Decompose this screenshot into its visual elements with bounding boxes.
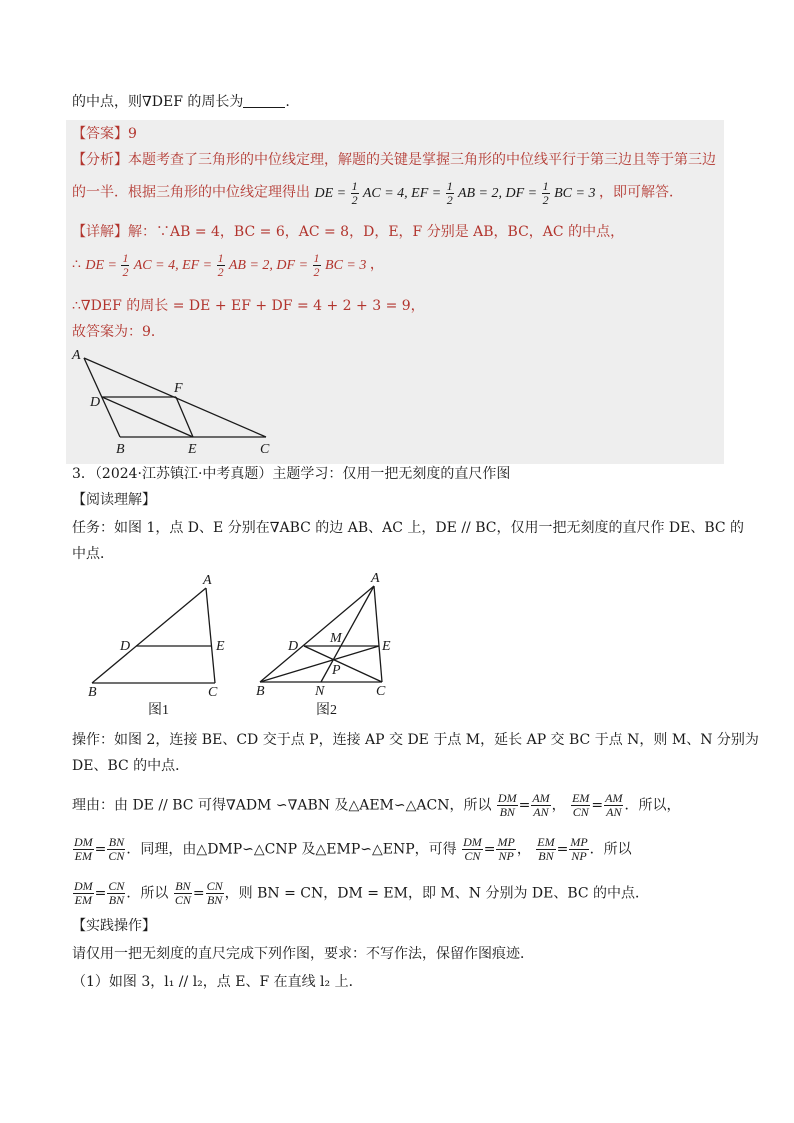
- frac-den: BN: [206, 893, 223, 907]
- reason-text-2: ．同理，由△DMP∽△CNP 及△EMP∽△ENP，可得: [126, 841, 457, 858]
- fraction-am-an: [531, 792, 550, 819]
- reason-line-1: 理由：由 DE // BC 可得∇ADM ∽∇ABN 及△AEM∽△ACN，所以 $\frac{DM}{BN}$ = $\frac{AM}{AN}$ ， $\frac{EM}{CN}$ = $\frac{AM}{AN}$ ．所以，: [72, 791, 681, 819]
- detail-line-1: [72, 222, 624, 242]
- reason-line-2: $\frac{DM}{EM}$ = $\frac{BN}{CN}$ ．同理，由△DMP∽△CNP 及△EMP∽△ENP，可得 $\frac{DM}{CN}$ = $\frac{MP}{NP}$ ， $\frac{EM}{BN}$ = $\frac{MP}{NP}$ ．所以: [74, 835, 632, 863]
- fig2-side-ac: [374, 586, 382, 682]
- frac-num: AM: [605, 791, 623, 805]
- frac-den: BN: [538, 849, 554, 863]
- frac-num: DM: [497, 791, 517, 805]
- label-b: B: [116, 442, 125, 457]
- therefore-symbol: ∴: [72, 256, 81, 273]
- fig2-label-a: A: [371, 571, 380, 586]
- frac-den: 2: [542, 193, 549, 207]
- analysis-line-1: [72, 150, 716, 170]
- operation-line-2: DE、BC 的中点．: [72, 758, 190, 774]
- fraction-em-bn: [536, 836, 555, 863]
- practice-line-2: （1）如图 3，l₁ // l₂，点 E、F 在直线 l₂ 上．: [72, 974, 363, 990]
- fraction-mp-np: [569, 836, 588, 863]
- frac-den: BN: [108, 893, 125, 907]
- formula-bc: BC = 3: [554, 185, 596, 201]
- frac-den: 2: [217, 265, 224, 279]
- frac-num: DM: [74, 879, 93, 893]
- fig2-segment-be: [260, 646, 379, 682]
- frac-num: 1: [122, 251, 129, 265]
- formula-ac: AC = 4, EF =: [362, 185, 442, 201]
- frac-den: BN: [499, 805, 515, 819]
- frac-num: EM: [572, 791, 590, 805]
- question-3-header: 3．（2024·江苏镇江·中考真题）主题学习：仅用一把无刻度的直尺作图: [72, 466, 511, 482]
- fraction-dm-cn: [462, 836, 483, 863]
- frac-num: DM: [74, 835, 93, 849]
- stem-period: .: [285, 94, 290, 110]
- fraction-half: [217, 252, 225, 279]
- fraction-half: [542, 180, 550, 207]
- detail-label: 【详解】: [72, 224, 128, 240]
- formula-ab: AB = 2, DF =: [457, 185, 538, 201]
- fig1-caption: 图1: [148, 703, 169, 718]
- label-f: F: [174, 381, 183, 396]
- fig1-label-e: E: [216, 639, 225, 654]
- frac-den: CN: [464, 849, 481, 863]
- fraction-cn-bn: [206, 880, 224, 907]
- operation-line-1: 操作：如图 2，连接 BE、CD 交于点 P，连接 AP 交 DE 于点 M，延长 AP 交 BC 于点 N，则 M、N 分别为: [72, 732, 759, 748]
- reason-suffix-1: ．所以，: [624, 797, 681, 814]
- fraction-bn-cn: [174, 880, 192, 907]
- figure-2: [256, 571, 391, 718]
- detail-line-4: 故答案为：9．: [72, 324, 165, 340]
- frac-den: AN: [533, 805, 549, 819]
- frac-den: NP: [571, 849, 587, 863]
- analysis-text-2a: 的一半．根据三角形的中位线定理得出: [72, 184, 310, 201]
- formula-de: DE =: [314, 185, 347, 201]
- detail-line-3: ∴∇DEF 的周长 = DE + EF + DF = 4 + 2 + 3 = 9，: [72, 298, 425, 314]
- fraction-half: [121, 252, 129, 279]
- reason-line-3: $\frac{DM}{EM}$ = $\frac{CN}{BN}$ ．所以 $\frac{BN}{CN}$ = $\frac{CN}{BN}$ ，则 BN = CN，DM = EM，即 M、N 分别为 DE、BC 的中点．: [74, 879, 650, 907]
- answer-label: 【答案】: [72, 126, 128, 142]
- detail-formula: [85, 251, 370, 279]
- frac-den: 2: [122, 265, 129, 279]
- frac-den: NP: [498, 849, 514, 863]
- analysis-line-2: [72, 180, 683, 207]
- frac-den: CN: [572, 805, 589, 819]
- formula-de: DE =: [85, 257, 117, 273]
- answer-value: 9: [128, 126, 137, 142]
- fig1-label-c: C: [208, 685, 218, 700]
- figures-1-2: [82, 568, 412, 720]
- fig1-label-b: B: [88, 685, 97, 700]
- reading-title: 【阅读理解】: [72, 492, 156, 508]
- fig2-label-c: C: [376, 684, 386, 699]
- frac-num: 1: [217, 251, 224, 265]
- formula-ac: AC = 4, EF =: [133, 257, 213, 273]
- frac-num: CN: [108, 879, 125, 893]
- fraction-dm-em: [73, 836, 94, 863]
- frac-num: 1: [313, 251, 320, 265]
- fig2-label-b: B: [256, 684, 265, 699]
- fig2-label-m: M: [330, 631, 342, 646]
- fraction-em-cn: [571, 792, 590, 819]
- fraction-am-an: [604, 792, 623, 819]
- fig1-side-ac: [206, 588, 215, 683]
- frac-num: 1: [446, 179, 453, 193]
- analysis-text-2b: ，即可解答．: [598, 184, 683, 201]
- segment-de: [102, 397, 193, 437]
- fig2-caption: 图2: [316, 703, 337, 718]
- fraction-half: [313, 252, 321, 279]
- detail-text-1: 解：∵AB = 4，BC = 6，AC = 8，D，E，F 分别是 AB，BC，AC 的中点，: [128, 224, 625, 240]
- analysis-text: 本题考查了三角形的中位线定理，解题的关键是掌握三角形的中位线平行于第三边且等于第三边: [128, 152, 716, 168]
- label-d: D: [90, 395, 101, 410]
- frac-num: CN: [206, 879, 223, 893]
- reason-text-1: 理由：由 DE // BC 可得∇ADM ∽∇ABN 及△AEM∽△ACN，所以: [72, 797, 492, 814]
- reason-suffix-3: ，则 BN = CN，DM = EM，即 M、N 分别为 DE、BC 的中点．: [224, 885, 650, 902]
- practice-line-1: 请仅用一把无刻度的直尺完成下列作图，要求：不写作法，保留作图痕迹．: [72, 946, 534, 962]
- frac-den: CN: [174, 893, 191, 907]
- midline-formula: [314, 179, 599, 207]
- fraction-half: [351, 180, 359, 207]
- frac-den: 2: [351, 193, 358, 207]
- fraction-half: [446, 180, 454, 207]
- frac-num: EM: [537, 835, 555, 849]
- frac-den: 2: [446, 193, 453, 207]
- practice-title: 【实践操作】: [72, 918, 156, 934]
- fraction-dm-em: [73, 880, 94, 907]
- frac-den: AN: [606, 805, 622, 819]
- frac-den: CN: [108, 849, 125, 863]
- label-e: E: [188, 442, 197, 457]
- answer-blank: [243, 93, 285, 108]
- fig2-segment-an: [321, 586, 374, 682]
- fraction-mp-np: [496, 836, 515, 863]
- fig2-label-e: E: [382, 639, 391, 654]
- formula-bc: BC = 3: [325, 257, 367, 273]
- frac-num: 1: [351, 179, 358, 193]
- fig2-label-p: P: [332, 663, 341, 678]
- fig2-label-d: D: [288, 639, 299, 654]
- stem-text: 的中点，则∇DEF 的周长为: [72, 94, 244, 110]
- frac-num: 1: [542, 179, 549, 193]
- fraction-bn-cn: [107, 836, 125, 863]
- formula-ab: AB = 2, DF =: [228, 257, 309, 273]
- fraction-cn-bn: [107, 880, 125, 907]
- fraction-dm-bn: [497, 792, 518, 819]
- fig1-label-a: A: [203, 573, 212, 588]
- task-line-1: 任务：如图 1，点 D、E 分别在∇ABC 的边 AB、AC 上，DE // BC，仅用一把无刻度的直尺作 DE、BC 的: [72, 520, 745, 536]
- frac-den: EM: [74, 849, 92, 863]
- prev-question-stem: [72, 92, 290, 112]
- fig1-side-ab: [92, 588, 206, 683]
- label-a: A: [72, 348, 81, 363]
- analysis-label: 【分析】: [72, 152, 128, 168]
- fig1-label-d: D: [120, 639, 131, 654]
- reason-text-3: ．所以: [126, 885, 169, 902]
- frac-den: 2: [313, 265, 320, 279]
- fig2-side-ab: [260, 586, 374, 682]
- frac-num: BN: [108, 835, 125, 849]
- task-line-2: 中点．: [72, 546, 114, 562]
- reason-suffix-2: ．所以: [589, 841, 632, 858]
- frac-num: DM: [463, 835, 482, 849]
- label-c: C: [260, 442, 270, 457]
- detail-line-2: ∴ DE = $\frac{1}{2}$ AC = 4, EF = $\frac{1}{2}$ AB = 2, DF = $\frac{1}{2}$ BC = 3 ，: [72, 251, 384, 279]
- answer-line: [72, 124, 137, 144]
- frac-den: EM: [74, 893, 92, 907]
- frac-num: BN: [175, 879, 191, 893]
- frac-num: MP: [570, 835, 588, 849]
- frac-num: MP: [497, 835, 515, 849]
- fig2-segment-cd: [304, 646, 382, 682]
- figure-1: [88, 573, 225, 718]
- triangle-figure: [66, 345, 296, 460]
- frac-num: AM: [532, 791, 550, 805]
- fig2-label-n: N: [315, 684, 325, 699]
